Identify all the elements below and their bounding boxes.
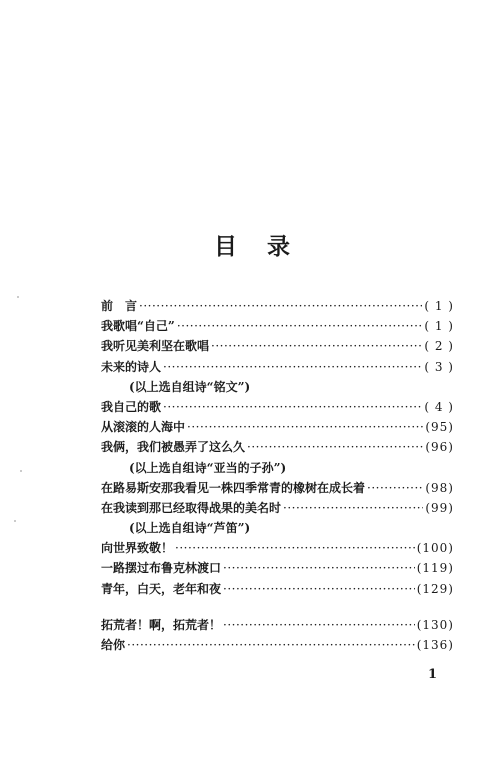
table-of-contents [101, 296, 454, 655]
toc-group-note [101, 518, 454, 538]
toc-entry [101, 397, 454, 417]
entry-page-number: (98) [425, 480, 454, 495]
entry-page-number: ( 1 ) [424, 299, 454, 313]
entry-title: 给你 [101, 638, 126, 652]
title-char-1: 目 [214, 234, 237, 260]
group-note-text: (以上选自组诗“铭文”) [129, 379, 251, 394]
toc-entry [101, 437, 454, 457]
toc-group-note [101, 458, 454, 478]
toc-entry [101, 417, 454, 437]
entry-page-number: (95) [425, 420, 454, 435]
group-note-text: (以上选自组诗“芦笛”) [129, 521, 251, 536]
dot-leader [283, 498, 423, 518]
entry-title: 青年，白天，老年和夜 [101, 581, 222, 596]
title-char-2: 录 [267, 234, 290, 260]
dot-leader [223, 558, 415, 578]
entry-page-number: (100) [416, 541, 454, 556]
entry-title: 向世界致敬！ [101, 541, 174, 556]
toc-entry [101, 538, 454, 558]
paper-speck [14, 520, 16, 522]
dot-leader [163, 397, 422, 417]
dot-leader [367, 478, 423, 498]
entry-title: 我俩，我们被愚弄了这么久 [101, 440, 246, 455]
entry-page-number: (130) [416, 617, 454, 632]
toc-entry [101, 357, 454, 377]
toc-entry [101, 316, 454, 336]
page-title [0, 228, 504, 261]
toc-entry [101, 498, 454, 518]
paper-speck [17, 296, 19, 298]
page-number: 1 [428, 667, 438, 682]
dot-leader [177, 316, 423, 336]
dot-leader [187, 417, 423, 437]
entry-title: 我歌唱“自己” [101, 319, 175, 334]
entry-page-number: (99) [425, 500, 454, 515]
toc-entry [101, 336, 454, 356]
entry-page-number: (136) [416, 638, 454, 652]
dot-leader [163, 357, 422, 377]
toc-entry [101, 558, 454, 578]
entry-page-number: ( 2 ) [424, 339, 454, 354]
toc-entry [101, 635, 454, 655]
entry-page-number: (129) [416, 581, 454, 596]
entry-title: 拓荒者！啊，拓荒者！ [101, 617, 222, 632]
group-note-text: (以上选自组诗“亚当的子孙”) [129, 460, 287, 475]
dot-leader [139, 296, 422, 316]
entry-page-number: ( 3 ) [424, 359, 454, 374]
toc-entry [101, 579, 454, 599]
entry-title: 从滚滚的人海中 [101, 420, 186, 435]
toc-group-note [101, 377, 454, 397]
dot-leader [175, 538, 415, 558]
entry-title: 在路易斯安那我看见一株四季常青的橡树在成长着 [101, 480, 366, 495]
entry-title: 前 言 [101, 299, 138, 313]
entry-title: 我听见美利坚在歌唱 [101, 339, 210, 354]
entry-page-number: (96) [425, 440, 454, 455]
entry-title: 在我读到那已经取得战果的美名时 [101, 500, 282, 515]
toc-entry [101, 478, 454, 498]
entry-page-number: (119) [416, 561, 454, 576]
entry-title: 未来的诗人 [101, 359, 162, 374]
section-gap [101, 599, 454, 615]
dot-leader [223, 615, 415, 635]
entry-title: 一路摆过布鲁克林渡口 [101, 561, 222, 576]
paper-speck [20, 470, 22, 472]
dot-leader [223, 579, 415, 599]
entry-page-number: ( 1 ) [424, 319, 454, 334]
entry-page-number: ( 4 ) [424, 399, 454, 414]
toc-entry [101, 296, 454, 316]
toc-entry [101, 615, 454, 635]
dot-leader [127, 635, 415, 655]
entry-title: 我自己的歌 [101, 399, 162, 414]
dot-leader [247, 437, 423, 457]
dot-leader [211, 336, 422, 356]
